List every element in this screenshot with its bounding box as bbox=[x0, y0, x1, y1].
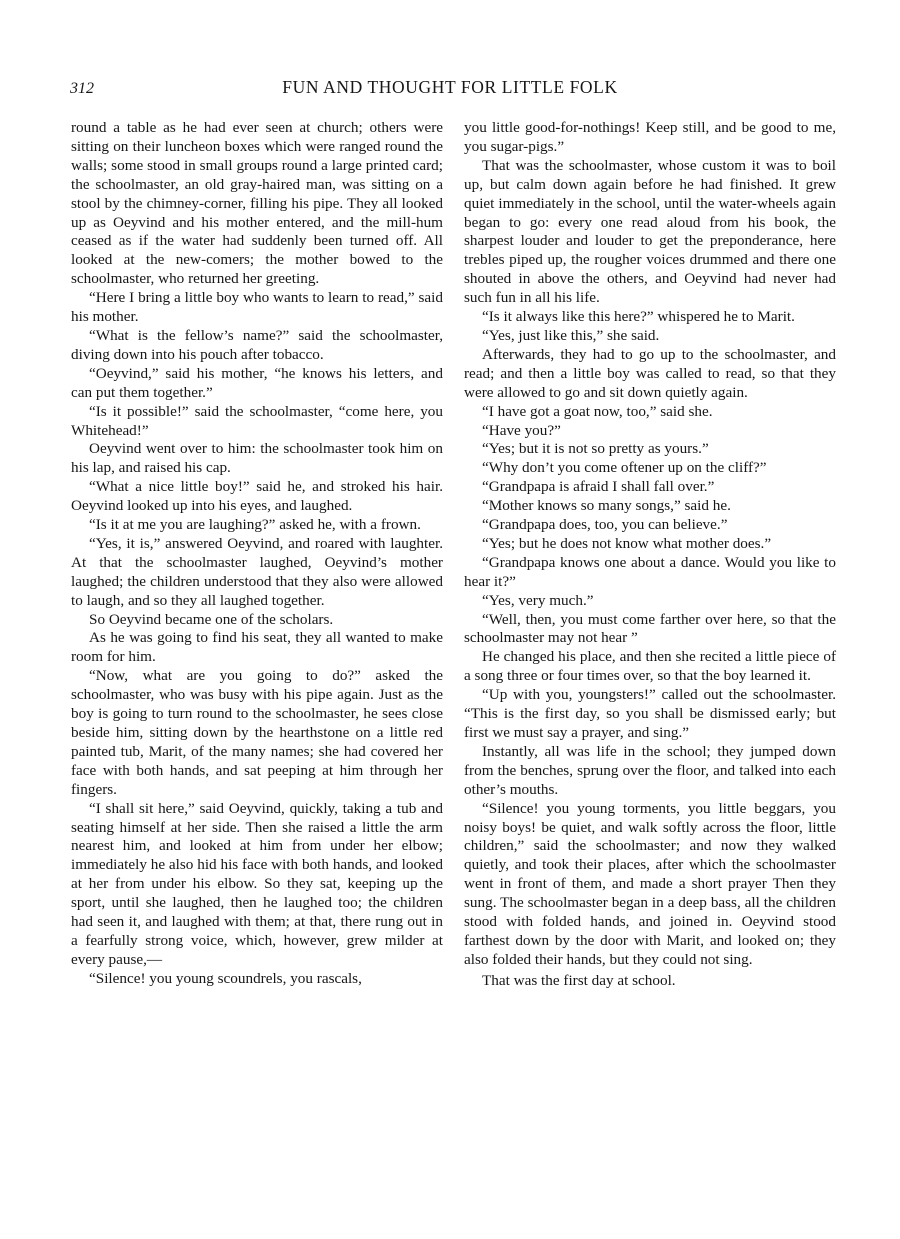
paragraph: “Well, then, you must come farther over here, so that the schoolmaster may not hear ” bbox=[464, 610, 836, 647]
paragraph: So Oeyvind became one of the scholars. bbox=[89, 610, 334, 628]
paragraph: Afterwards, they had to go up to the schoolmaster, and read; and then a little boy was called to read, so that they were allowed to go and sit down quietly again. bbox=[464, 345, 836, 401]
left-column bbox=[71, 119, 443, 989]
paragraph: “Yes; but he does not know what mother does.” bbox=[482, 534, 772, 552]
paragraph: “Yes, it is,” answered Oeyvind, and roared with laughter. At that the schoolmaster laughed, Oeyvind’s mother laughed; the children understood that they also were allowed to laugh, and so they all laughed together. bbox=[71, 534, 443, 609]
page-number: 312 bbox=[70, 80, 94, 97]
right-column bbox=[464, 119, 836, 991]
paragraph: Instantly, all was life in the school; they jumped down from the benches, sprung over the floor, and talked into each other’s mouths. bbox=[464, 742, 836, 798]
running-title: FUN AND THOUGHT FOR LITTLE FOLK bbox=[282, 77, 618, 97]
paragraph: “Silence! you young scoundrels, you rascals, bbox=[89, 969, 362, 987]
paragraph: “Silence! you young torments, you little beggars, you noisy boys! be quiet, and walk softly across the floor, little children,” said the schoolmaster; and now they walked quietly, and took their places, after which the schoolmaster went in front of them, and made a short prayer Then they sung. The schoolmaster began in a deep bass, all the children stood with folded hands, and joined in. Oeyvind stood farthest down by the door with Marit, and looked on; they also folded their hands, but they could not sing. bbox=[464, 799, 836, 968]
paragraph: “Is it at me you are laughing?” asked he, with a frown. bbox=[89, 516, 421, 534]
paragraph: He changed his place, and then she recited a little piece of a song three or four times over, so that the boy learned it. bbox=[464, 648, 836, 685]
paragraph: “Mother knows so many songs,” said he. bbox=[482, 497, 731, 515]
paragraph: “Yes, very much.” bbox=[482, 591, 594, 609]
paragraph: “I shall sit here,” said Oeyvind, quickly, taking a tub and seating himself at her side. Then she raised a little the arm nearest him, and looked at him from under her elbow; immediately he also hid his face with both hands, and looked at her from under his elbow. So they sat, keeping up the sport, until she laughed, then he laughed too; the children had seen it, and laughed with them; at that, there rung out in a fearfully strong voice, which, however, grew milder at every pause,— bbox=[71, 799, 443, 968]
paragraph: As he was going to find his seat, they all wanted to make room for him. bbox=[71, 629, 443, 666]
paragraph: you little good-for-nothings! Keep still, and be good to me, you sugar-pigs.” bbox=[464, 119, 836, 155]
paragraph: “I have got a goat now, too,” said she. bbox=[482, 402, 713, 420]
paragraph: “Is it always like this here?” whispered he to Marit. bbox=[482, 308, 795, 326]
paragraph: “Is it possible!” said the schoolmaster, “come here, you Whitehead!” bbox=[71, 402, 443, 439]
paragraph: “Here I bring a little boy who wants to learn to read,” said his mother. bbox=[71, 289, 443, 326]
paragraph: round a table as he had ever seen at church; others were sitting on their luncheon boxes which were ranged round the walls; some stood in small groups round a large printed card; the schoolmaster, an old gray-haired man, was sitting on a stool by the chimney-corner, filling his pipe. They all looked up as Oeyvind and his mother entered, and the mill-hum ceased as if the water had suddenly been turned off. All looked at the new-comers; the mother bowed to the schoolmaster, who returned her greeting. bbox=[71, 119, 443, 288]
paragraph: “Oeyvind,” said his mother, “he knows his letters, and can put them together.” bbox=[71, 364, 443, 401]
paragraph: “Why don’t you come oftener up on the cliff?” bbox=[482, 459, 767, 477]
paragraph: Oeyvind went over to him: the schoolmaster took him on his lap, and raised his cap. bbox=[71, 440, 443, 477]
paragraph: “Grandpapa does, too, you can believe.” bbox=[482, 516, 728, 534]
paragraph: “Up with you, youngsters!” called out the schoolmaster. “This is the first day, so you shall be dismissed early; but first we must say a prayer, and sing.” bbox=[464, 686, 836, 741]
paragraph: “Yes; but it is not so pretty as yours.” bbox=[482, 440, 709, 458]
paragraph: “What is the fellow’s name?” said the schoolmaster, diving down into his pouch after tobacco. bbox=[71, 326, 443, 363]
paragraph: “Grandpapa knows one about a dance. Would you like to hear it?” bbox=[464, 553, 836, 590]
closing-line: That was the first day at school. bbox=[482, 971, 676, 989]
paragraph: “Yes, just like this,” she said. bbox=[482, 326, 660, 344]
paragraph: “Grandpapa is afraid I shall fall over.” bbox=[482, 478, 715, 496]
paragraph: “Now, what are you going to do?” asked the schoolmaster, who was busy with his pipe again. Just as the boy is going to turn round to the schoolmaster, he sees close beside him, sitting down by the hearthstone on a little red painted tub, Marit, of the many names; she had covered her face with both hands, and sat peeping at him through her fingers. bbox=[71, 667, 443, 798]
paragraph: That was the schoolmaster, whose custom it was to boil up, but calm down again before he had finished. It grew quiet immediately in the school, until the water-wheels again began to go: every one read aloud from his book, the sharpest louder and louder to get the preponderance, here trebles piped up, the rougher voices drummed and there one shouted in above the others, and Oeyvind had never had such fun in all his life. bbox=[464, 156, 836, 307]
paragraph: “Have you?” bbox=[482, 421, 561, 439]
paragraph: “What a nice little boy!” said he, and stroked his hair. Oeyvind looked up into his eyes, and laughed. bbox=[71, 478, 443, 515]
